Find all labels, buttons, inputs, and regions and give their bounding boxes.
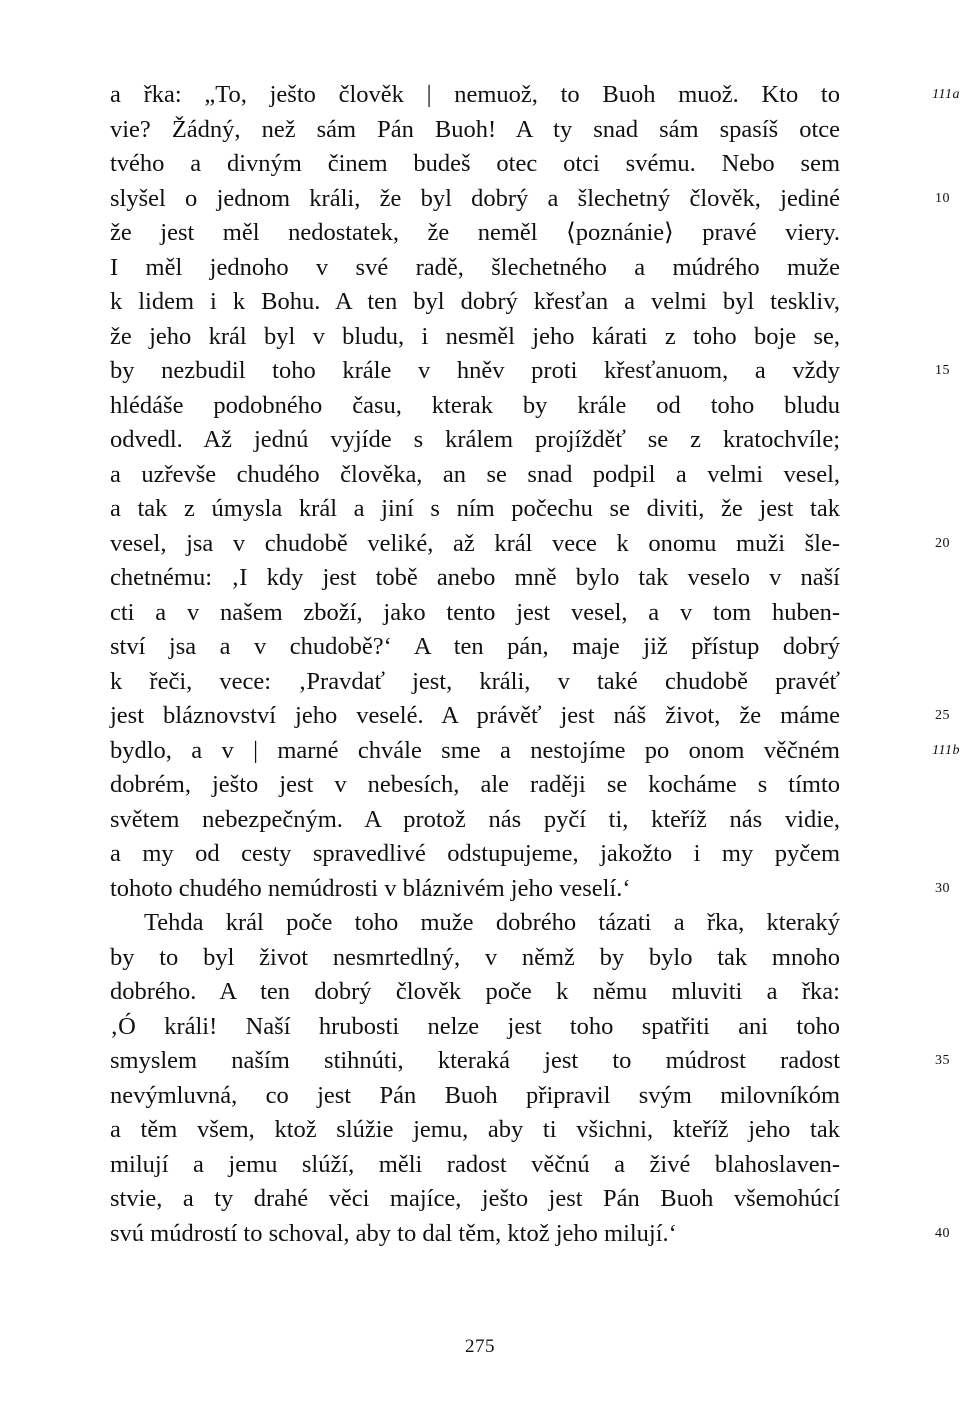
folio-marker: 111b [932,742,960,758]
line-number: 40 [935,1225,950,1241]
text-line: vie? Žádný, než sám Pán Buoh! A ty snad sám spasíš otce [110,115,840,143]
text-line: a těm všem, ktož slúžie jemu, aby ti všichni, kteříž jeho tak [110,1116,840,1143]
line-number: 10 [935,190,950,206]
line-number: 20 [935,535,950,551]
text-line: chetnému: ‚I kdy jest tobě anebo mně bylo tak veselo v naší [110,564,840,591]
text-line: že jeho král byl v bludu, i nesměl jeho kárati z toho boje se, [110,322,840,350]
text-line: odvedl. Až jednú vyjíde s králem projížděť se z kratochvíle; [110,426,840,453]
text-line: ‚Ó králi! Naší hrubosti nelze jest toho spatřiti ani toho [110,1012,840,1040]
text-line: vesel, jsa v chudobě veliké, až král vece k onomu muži šle- [110,529,840,557]
text-line: a my od cesty spravedlivé odstupujeme, jakožto i my pyčem [110,840,840,867]
text-line: k lidem i k Bohu. A ten byl dobrý křesťan a velmi byl teskliv, [110,288,840,315]
text-line: by to byl život nesmrtedlný, v němž by bylo tak mnoho [110,943,840,971]
text-line: tvého a divným činem budeš otec otci svému. Nebo sem [110,150,840,177]
text-line: dobrého. A ten dobrý člověk poče k němu mluviti a řka: [110,978,840,1005]
text-line: smyslem naším stihnúti, kteraká jest to múdrost radost [110,1047,840,1074]
line-number: 15 [935,363,950,378]
text-line: že jest měl nedostatek, že neměl ⟨poznánie⟩ pravé viery. [110,219,840,246]
text-line: slyšel o jednom králi, že byl dobrý a šlechetný člověk, jediné [110,184,840,212]
text-line: hlédáše podobného času, kterak by krále od toho bludu [110,391,840,419]
text-line: ství jsa a v chudobě?‘ A ten pán, maje již přístup dobrý [110,633,840,660]
text-line: milují a jemu slúží, měli radost věčnú a živé blahoslaven- [110,1150,840,1178]
text-line: tohoto chudého nemúdrosti v bláznivém jeho veselí.‘ [110,874,631,902]
text-line: bydlo, a v | marné chvále sme a nestojíme po onom věčném [110,736,840,764]
text-line: I měl jednoho v své radě, šlechetného a múdrého muže [110,253,840,281]
text-line: Tehda král poče toho muže dobrého tázati a řka, kteraký [144,909,840,936]
text-line: cti a v našem zboží, jako tento jest vesel, a v tom huben- [110,598,840,626]
text-line: k řeči, vece: ‚Pravdať jest, králi, v také chudobě pravéť [110,667,840,695]
line-number: 35 [935,1053,950,1068]
page-number: 275 [465,1336,495,1357]
body-text [110,78,960,1251]
folio-marker: 111a [932,87,960,102]
text-line: a tak z úmysla král a jiní s ním počechu se diviti, že jest tak [110,495,840,522]
text-line: by nezbudil toho krále v hněv proti křesťanuom, a vždy [110,357,840,384]
text-line: světem nebezpečným. A protož nás pyčí ti, kteříž nás vidie, [110,805,840,833]
line-number: 25 [935,708,950,723]
text-line: a uzřevše chudého člověka, an se snad podpil a velmi vesel, [110,460,840,488]
text-line: nevýmluvná, co jest Pán Buoh připravil svým milovníkóm [110,1081,840,1109]
text-line: a řka: „To, ješto člověk | nemuož, to Buoh muož. Kto to [110,81,840,108]
line-number: 30 [935,880,950,896]
text-line: svú múdrostí to schoval, aby to dal těm, ktož jeho milují.‘ [110,1219,677,1247]
text-line: dobrém, ješto jest v nebesích, ale raději se kocháme s tímto [110,771,840,798]
text-line: stvie, a ty drahé věci majíce, ješto jest Pán Buoh všemohúcí [110,1185,840,1212]
text-line: jest bláznovství jeho veselé. A právěť jest náš život, že máme [110,702,840,729]
